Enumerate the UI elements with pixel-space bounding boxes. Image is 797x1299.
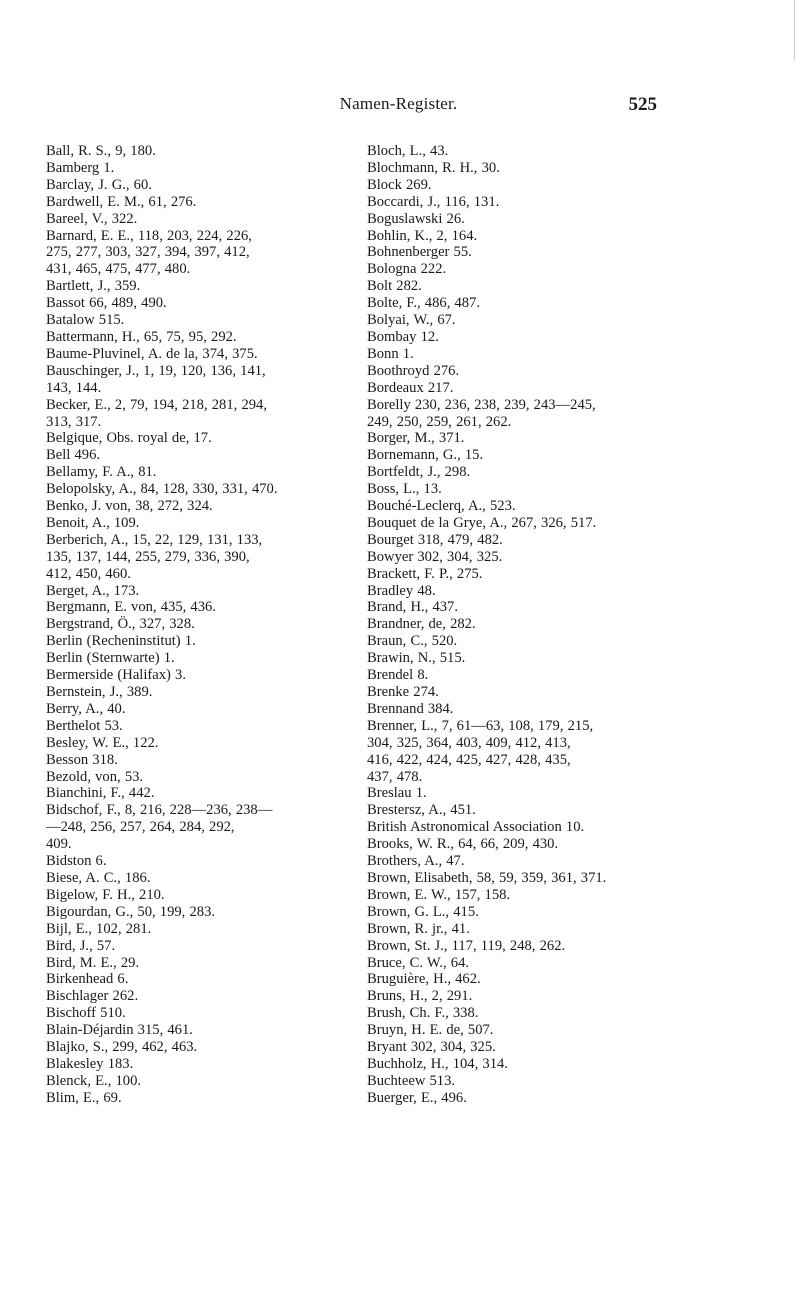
- index-entry-line: Blim, E., 69.: [46, 1089, 122, 1106]
- index-entry-line: Bird, M. E., 29.: [46, 954, 140, 971]
- index-entry-line: Bornemann, G., 15.: [367, 447, 484, 464]
- index-entry: [46, 532, 346, 583]
- index-entry-line: Bergmann, E. von, 435, 436.: [46, 599, 216, 616]
- index-entry: [46, 464, 346, 481]
- index-entry-line: Bradley 48.: [367, 582, 436, 599]
- index-entry: [46, 955, 346, 972]
- index-entry: [46, 211, 346, 228]
- index-entry: [46, 1090, 346, 1107]
- index-entry-line: Buchteew 513.: [367, 1072, 456, 1089]
- index-entry: [46, 853, 346, 870]
- index-entry: [46, 160, 346, 177]
- index-entry: [367, 160, 665, 177]
- index-entry: [367, 261, 665, 278]
- index-entry-line: Bischlager 262.: [46, 988, 139, 1005]
- index-entry-line: Bareel, V., 322.: [46, 210, 138, 227]
- index-entry-line: Brown, R. jr., 41.: [367, 920, 470, 937]
- index-entry: [367, 363, 665, 380]
- index-entry-line: Bidschof, F., 8, 216, 228—236, 238—: [46, 802, 273, 819]
- index-entry: [367, 329, 665, 346]
- index-entry: [46, 583, 346, 600]
- index-entry: [367, 819, 665, 836]
- index-entry-line: Brenner, L., 7, 61—63, 108, 179, 215,: [367, 717, 594, 734]
- index-entry: [367, 566, 665, 583]
- index-entry: [46, 194, 346, 211]
- index-entry-line: Boccardi, J., 116, 131.: [367, 193, 500, 210]
- index-entry-line: Bortfeldt, J., 298.: [367, 464, 471, 481]
- index-entry-line: 143, 144.: [46, 379, 102, 396]
- index-entry: [46, 515, 346, 532]
- index-entry: [46, 177, 346, 194]
- index-entry: [46, 329, 346, 346]
- index-entry: [367, 583, 665, 600]
- index-entry: [46, 1039, 346, 1056]
- index-entry-line: Bernstein, J., 389.: [46, 684, 153, 700]
- index-entry: [367, 278, 665, 295]
- index-entry-line: Boguslawski 26.: [367, 210, 465, 227]
- index-entry-line: Bergstrand, Ö., 327, 328.: [46, 616, 195, 633]
- index-entry-line: Bonn 1.: [367, 345, 414, 362]
- index-entry-line: Bamberg 1.: [46, 159, 115, 176]
- index-entry-line: Brawin, N., 515.: [367, 650, 466, 667]
- index-entry: [367, 1005, 665, 1022]
- index-entry: [367, 870, 665, 887]
- index-entry: [46, 295, 346, 312]
- index-entry: [367, 464, 665, 481]
- index-entry-line: 313, 317.: [46, 413, 102, 430]
- index-entry-line: Bassot 66, 489, 490.: [46, 295, 167, 312]
- index-entry: [367, 599, 665, 616]
- index-entry: [46, 870, 346, 887]
- index-entry-line: 431, 465, 475, 477, 480.: [46, 261, 191, 278]
- index-entry-line: Blajko, S., 299, 462, 463.: [46, 1039, 198, 1056]
- index-entry-line: Bruyn, H. E. de, 507.: [367, 1022, 494, 1039]
- index-entry-line: 409.: [46, 836, 72, 853]
- index-entry: [367, 853, 665, 870]
- index-entry: [367, 211, 665, 228]
- index-entry-line: Brown, E. W., 157, 158.: [367, 886, 511, 903]
- index-entry: [367, 532, 665, 549]
- index-entry-line: Battermann, H., 65, 75, 95, 292.: [46, 328, 237, 345]
- index-entry-line: Berberich, A., 15, 22, 129, 131, 133,: [46, 531, 263, 548]
- index-entry-line: Bolte, F., 486, 487.: [367, 295, 481, 312]
- index-entry-line: Berlin (Sternwarte) 1.: [46, 650, 175, 667]
- index-entry: [46, 938, 346, 955]
- index-entry-line: Borger, M., 371.: [367, 430, 465, 447]
- index-entry: [367, 718, 665, 786]
- index-entry: [46, 701, 346, 718]
- index-entry: [46, 802, 346, 853]
- index-entry-line: Brenke 274.: [367, 684, 439, 700]
- index-entry: [367, 1039, 665, 1056]
- index-entry: [367, 430, 665, 447]
- index-entry-line: British Astronomical Association 10.: [367, 819, 585, 836]
- index-entry: [46, 988, 346, 1005]
- index-entry: [367, 988, 665, 1005]
- index-entry: [367, 785, 665, 802]
- index-entry-line: Berry, A., 40.: [46, 700, 126, 717]
- index-entry-line: 304, 325, 364, 403, 409, 412, 413,: [367, 734, 571, 751]
- index-column-right: [367, 143, 665, 1107]
- index-entry: [367, 904, 665, 921]
- index-entry: [46, 650, 346, 667]
- page-title: Namen-Register.: [339, 94, 458, 113]
- index-entry-line: 437, 478.: [367, 768, 423, 785]
- index-entry: [46, 143, 346, 160]
- index-entry-line: Buerger, E., 496.: [367, 1089, 467, 1106]
- index-entry-line: Breslau 1.: [367, 785, 427, 802]
- index-entry-line: Bigourdan, G., 50, 199, 283.: [46, 903, 216, 920]
- index-entry-line: Bouché-Leclerq, A., 523.: [367, 498, 516, 515]
- index-entry-line: Block 269.: [367, 176, 432, 193]
- index-entry-line: Barnard, E. E., 118, 203, 224, 226,: [46, 227, 252, 244]
- index-entry: [46, 312, 346, 329]
- index-entry-line: Bolt 282.: [367, 278, 422, 295]
- index-entry: [46, 278, 346, 295]
- index-entry-line: Boss, L., 13.: [367, 481, 442, 498]
- index-entry-line: Bellamy, F. A., 81.: [46, 464, 157, 481]
- index-entry-line: Bolyai, W., 67.: [367, 312, 456, 329]
- index-entry: [46, 498, 346, 515]
- index-entry: [46, 1022, 346, 1039]
- index-entry-line: Bourget 318, 479, 482.: [367, 531, 503, 548]
- index-entry-line: Berget, A., 173.: [46, 582, 140, 599]
- index-entry: [367, 244, 665, 261]
- index-entry: [367, 633, 665, 650]
- index-entry: [46, 1056, 346, 1073]
- index-entry-line: Braun, C., 520.: [367, 633, 458, 650]
- index-entry-line: 416, 422, 424, 425, 427, 428, 435,: [367, 751, 571, 768]
- index-entry-line: Benoit, A., 109.: [46, 514, 140, 531]
- index-entry: [46, 599, 346, 616]
- index-entry-line: Brandner, de, 282.: [367, 616, 476, 633]
- index-entry-line: Bell 496.: [46, 447, 101, 464]
- index-entry: [46, 1073, 346, 1090]
- index-entry: [367, 971, 665, 988]
- page-number: 525: [628, 94, 657, 115]
- index-entry: [367, 295, 665, 312]
- index-entry: [367, 650, 665, 667]
- index-entry: [367, 701, 665, 718]
- index-entry: [367, 955, 665, 972]
- index-entry-line: Brackett, F. P., 275.: [367, 565, 483, 582]
- index-entry-line: Bohnenberger 55.: [367, 244, 472, 261]
- index-entry-line: 249, 250, 259, 261, 262.: [367, 413, 512, 430]
- index-entry-line: Besley, W. E., 122.: [46, 734, 159, 751]
- index-entry: [46, 430, 346, 447]
- index-entry-line: Berlin (Recheninstitut) 1.: [46, 633, 196, 650]
- index-entry-line: Blenck, E., 100.: [46, 1072, 142, 1089]
- index-entry: [46, 752, 346, 769]
- index-entry-line: Bordeaux 217.: [367, 379, 454, 396]
- index-entry: [46, 447, 346, 464]
- index-entry-line: Belgique, Obs. royal de, 17.: [46, 430, 212, 447]
- index-entry: [367, 447, 665, 464]
- index-entry-line: Barclay, J. G., 60.: [46, 176, 152, 193]
- index-entry: [46, 363, 346, 397]
- index-entry: [46, 228, 346, 279]
- index-entry-line: Bartlett, J., 359.: [46, 278, 141, 295]
- index-entry-line: Brand, H., 437.: [367, 599, 458, 616]
- index-entry-line: Bischoff 510.: [46, 1005, 126, 1022]
- index-entry: [46, 616, 346, 633]
- index-entry-line: Bouquet de la Grye, A., 267, 326, 517.: [367, 514, 597, 531]
- index-entry-line: Bermerside (Halifax) 3.: [46, 667, 186, 684]
- index-column-left: [46, 143, 346, 1107]
- index-entry-line: Bijl, E., 102, 281.: [46, 920, 152, 937]
- index-entry-line: Bologna 222.: [367, 261, 447, 278]
- index-entry: [46, 735, 346, 752]
- index-entry-line: Bigelow, F. H., 210.: [46, 886, 165, 903]
- index-entry: [367, 1022, 665, 1039]
- index-entry: [367, 515, 665, 532]
- index-entry-line: Bowyer 302, 304, 325.: [367, 548, 503, 565]
- index-entry-line: 135, 137, 144, 255, 279, 336, 390,: [46, 548, 250, 565]
- index-entry-line: Bardwell, E. M., 61, 276.: [46, 193, 197, 210]
- index-entry-line: Brown, Elisabeth, 58, 59, 359, 361, 371.: [367, 869, 607, 886]
- index-entry: [367, 481, 665, 498]
- index-entry-line: 275, 277, 303, 327, 394, 397, 412,: [46, 244, 250, 261]
- index-entry-line: Brestersz, A., 451.: [367, 802, 476, 819]
- index-entry: [367, 1090, 665, 1107]
- index-entry: [367, 684, 665, 701]
- index-entry-line: Bombay 12.: [367, 328, 439, 345]
- index-entry: [367, 938, 665, 955]
- index-entry: [46, 633, 346, 650]
- index-entry-line: Berthelot 53.: [46, 717, 123, 734]
- index-entry: [46, 971, 346, 988]
- index-entry: [46, 397, 346, 431]
- index-entry: [46, 1005, 346, 1022]
- index-entry: [367, 616, 665, 633]
- index-entry-line: Becker, E., 2, 79, 194, 218, 281, 294,: [46, 396, 267, 413]
- index-entry-line: Bianchini, F., 442.: [46, 785, 155, 802]
- index-entry-line: Brown, St. J., 117, 119, 248, 262.: [367, 937, 566, 954]
- index-entry-line: Bruce, C. W., 64.: [367, 954, 470, 971]
- index-entry: [367, 667, 665, 684]
- index-entry-line: Blochmann, R. H., 30.: [367, 159, 500, 176]
- index-entry-line: Ball, R. S., 9, 180.: [46, 143, 156, 159]
- index-entry-line: Bird, J., 57.: [46, 937, 116, 954]
- index-entry-line: Brown, G. L., 415.: [367, 903, 479, 920]
- index-entry-line: Brothers, A., 47.: [367, 853, 465, 870]
- page-edge-mark: [794, 0, 795, 60]
- index-entry-line: Boothroyd 276.: [367, 362, 460, 379]
- index-entry: [46, 718, 346, 735]
- index-entry-line: —248, 256, 257, 264, 284, 292,: [46, 819, 235, 836]
- index-entry-line: Brush, Ch. F., 338.: [367, 1005, 479, 1022]
- index-entry: [46, 684, 346, 701]
- index-entry: [367, 143, 665, 160]
- index-entry: [46, 667, 346, 684]
- index-entry: [367, 228, 665, 245]
- index-entry: [46, 904, 346, 921]
- index-entry: [46, 785, 346, 802]
- index-entry-line: Biese, A. C., 186.: [46, 869, 151, 886]
- index-entry-line: Bidston 6.: [46, 853, 107, 870]
- index-entry-line: Borelly 230, 236, 238, 239, 243—245,: [367, 396, 596, 413]
- index-entry-line: 412, 450, 460.: [46, 565, 131, 582]
- index-entry-line: Benko, J. von, 38, 272, 324.: [46, 498, 213, 515]
- index-entry-line: Bruguière, H., 462.: [367, 971, 481, 988]
- index-entry: [367, 498, 665, 515]
- index-entry: [367, 802, 665, 819]
- index-entry-line: Birkenhead 6.: [46, 971, 129, 988]
- index-entry-line: Belopolsky, A., 84, 128, 330, 331, 470.: [46, 481, 278, 498]
- index-entry: [367, 887, 665, 904]
- index-entry-line: Brennand 384.: [367, 700, 454, 717]
- index-entry: [367, 397, 665, 431]
- index-entry: [367, 177, 665, 194]
- index-entry: [367, 380, 665, 397]
- index-entry: [367, 346, 665, 363]
- index-entry-line: Batalow 515.: [46, 312, 125, 329]
- index-entry: [367, 312, 665, 329]
- index-entry: [367, 1073, 665, 1090]
- index-entry: [46, 346, 346, 363]
- index-entry-line: Blain-Déjardin 315, 461.: [46, 1022, 193, 1039]
- index-entry-line: Baume-Pluvinel, A. de la, 374, 375.: [46, 345, 258, 362]
- index-entry: [367, 921, 665, 938]
- index-entry: [46, 769, 346, 786]
- index-entry-line: Brendel 8.: [367, 667, 429, 684]
- index-entry-line: Bezold, von, 53.: [46, 768, 144, 785]
- index-entry: [367, 1056, 665, 1073]
- index-entry-line: Bloch, L., 43.: [367, 143, 449, 159]
- index-entry-line: Buchholz, H., 104, 314.: [367, 1055, 508, 1072]
- index-entry: [46, 481, 346, 498]
- index-entry: [46, 887, 346, 904]
- index-entry-line: Blakesley 183.: [46, 1055, 134, 1072]
- index-entry: [46, 921, 346, 938]
- index-entry: [367, 836, 665, 853]
- index-entry: [367, 194, 665, 211]
- index-entry-line: Bruns, H., 2, 291.: [367, 988, 473, 1005]
- index-entry-line: Brooks, W. R., 64, 66, 209, 430.: [367, 836, 559, 853]
- index-entry-line: Bryant 302, 304, 325.: [367, 1039, 496, 1056]
- index-entry-line: Besson 318.: [46, 751, 118, 768]
- index-entry: [367, 549, 665, 566]
- index-entry-line: Bohlin, K., 2, 164.: [367, 227, 478, 244]
- index-entry-line: Bauschinger, J., 1, 19, 120, 136, 141,: [46, 362, 266, 379]
